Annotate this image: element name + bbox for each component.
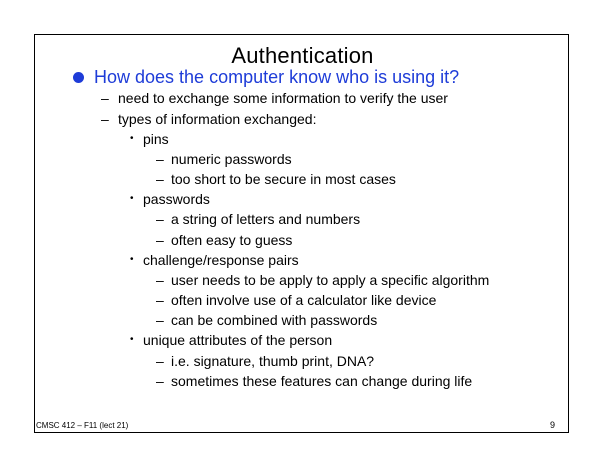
detail-item: often easy to guess [171,232,293,248]
point-item: types of information exchanged: [118,111,317,127]
bullet-circle-icon [73,72,84,83]
type-label: pins [143,131,169,147]
dash-marker: – [156,171,164,187]
slide-title: Authentication [231,43,374,68]
detail-item: a string of letters and numbers [171,211,361,227]
dash-marker: – [156,292,164,308]
detail-item: numeric passwords [171,151,292,167]
detail-item: too short to be secure in most cases [171,171,396,187]
detail-item: sometimes these features can change during life [171,373,473,389]
detail-item: can be combined with passwords [171,312,378,328]
dash-marker: – [101,90,109,106]
page-number: 9 [550,420,556,430]
detail-item: often involve use of a calculator like device [171,292,437,308]
dash-marker: – [156,353,164,369]
dash-marker: – [101,111,109,127]
small-bullet-icon: • [130,193,134,204]
dash-marker: – [156,211,164,227]
type-label: unique attributes of the person [143,332,333,348]
dash-marker: – [156,232,164,248]
dash-marker: – [156,272,164,288]
dash-marker: – [156,312,164,328]
main-bullet: How does the computer know who is using it? [94,67,460,87]
type-label: passwords [143,191,210,207]
type-label: challenge/response pairs [143,252,299,268]
point-item: need to exchange some information to verify the user [118,90,448,106]
detail-item: user needs to be apply to apply a specific algorithm [171,272,490,288]
small-bullet-icon: • [130,133,134,144]
small-bullet-icon: • [130,254,134,265]
small-bullet-icon: • [130,334,134,345]
dash-marker: – [156,373,164,389]
dash-marker: – [156,151,164,167]
detail-item: i.e. signature, thumb print, DNA? [171,353,375,369]
footer-course: CMSC 412 – F11 (lect 21) [36,421,129,430]
